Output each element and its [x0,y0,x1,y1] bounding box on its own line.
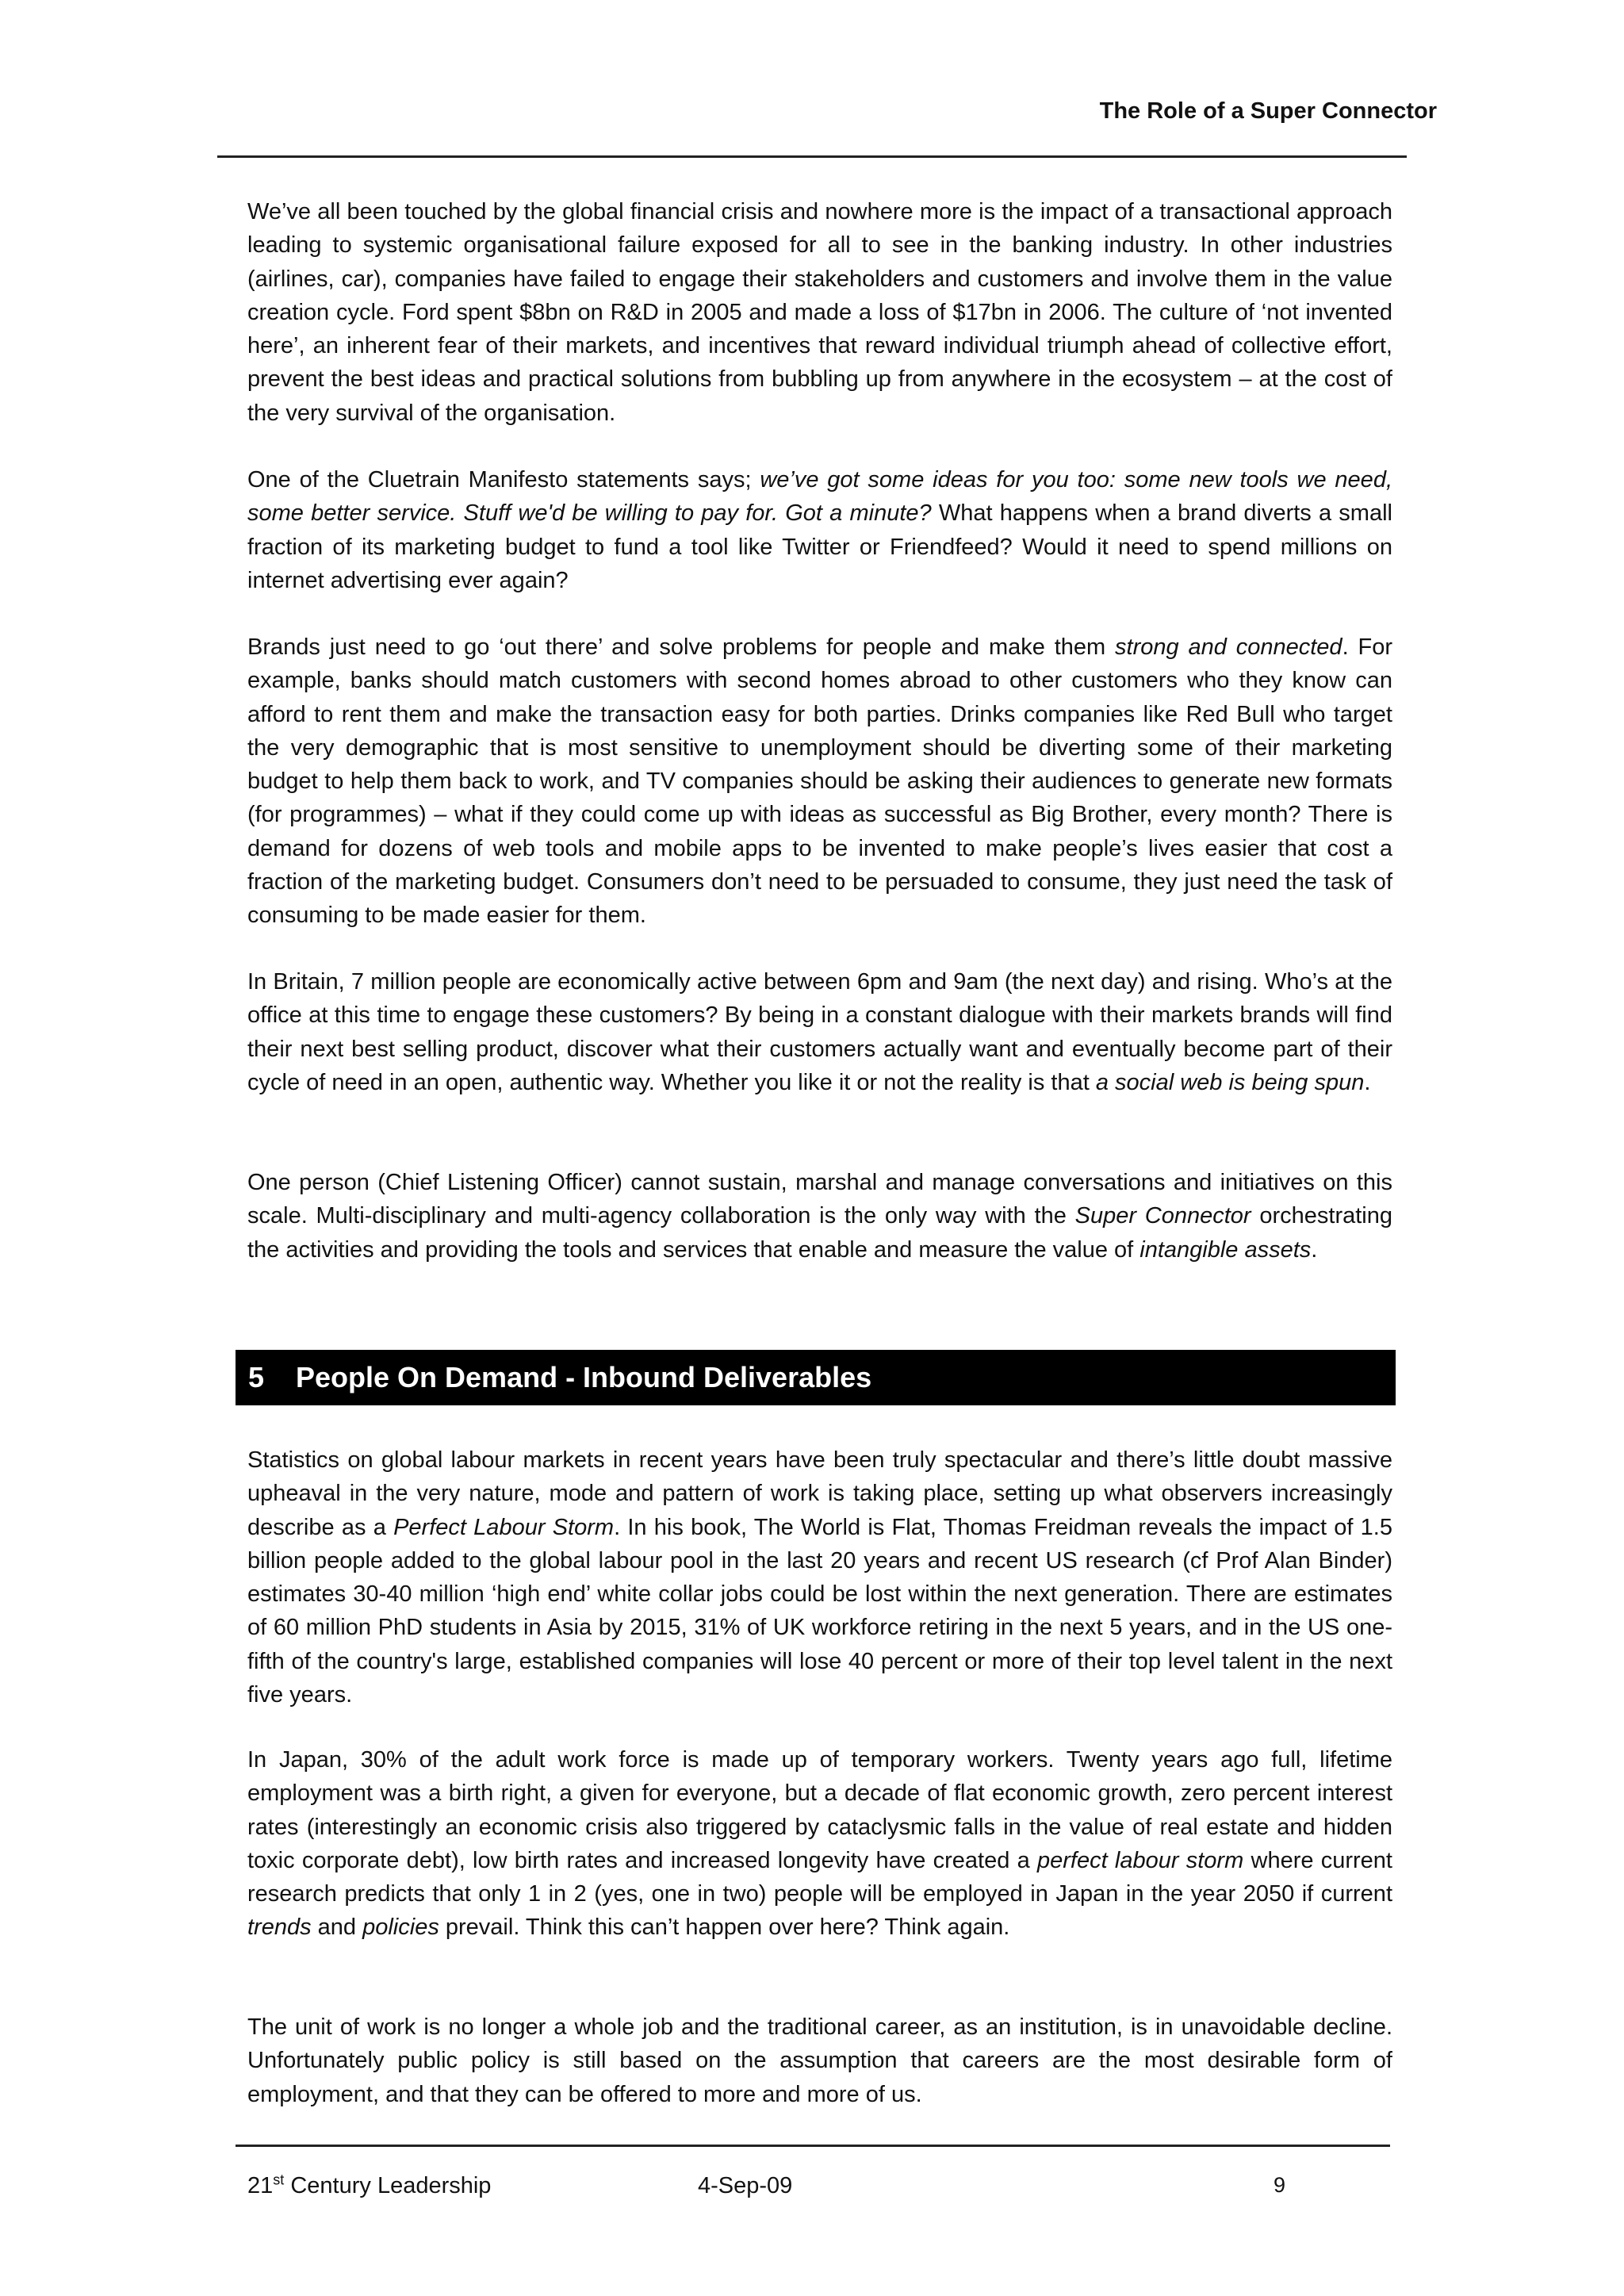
paragraph-text: The unit of work is no longer a whole job and the traditional career, as an institution, is in unavoidable decline. Unfortunately public policy is still based on the assumption that careers are the most desirable form of employment, and that they can be offered to more and more of us. [247,2014,1392,2107]
body-paragraph [247,1166,1392,1267]
body-paragraph [247,1743,1392,1945]
paragraph-text: In Britain, 7 million people are economically active between 6pm and 9am (the next day) and rising. Who’s at the office at this time to engage these customers? By being in a constant dialogue with their markets brands will find their next best selling product, discover what their customers actually want and eventually become part of their cycle of need in an open, authentic way. Whether you like it or not the reality is that [247,969,1392,1095]
body-paragraph [247,965,1392,1099]
footer-document-title [247,2173,491,2199]
emphasis-text: Perfect Labour Storm [393,1514,615,1540]
emphasis-text: strong and connected [1115,634,1342,660]
paragraph-text: . For example, banks should match customers with second homes abroad to other customers who they know can afford to rent them and make the transaction easy for both parties. Drinks companies like Red Bull who target the very demographic that is most sensitive to unemployment should be diverting some of their marketing budget to help them back to work, and TV companies should be asking their audiences to generate new formats (for programmes) – what if they could come up with ideas as successful as Big Brother, every month? There is demand for dozens of web tools and mobile apps to be invented to make people’s lives easier that cost a fraction of the marketing budget. Consumers don’t need to be persuaded to consume, they just need the task of consuming to be made easier for them. [247,634,1392,929]
paragraph-text: orchestrating the activities and providing the tools and services that enable and measure the value of [247,1203,1392,1263]
section-number: 5 [248,1361,265,1393]
emphasis-text: policies [362,1915,439,1941]
section-title: People On Demand - Inbound Deliverables [296,1361,872,1393]
body-paragraph [247,631,1392,933]
footer-rule [236,2145,1390,2147]
emphasis-text: a social web is being spun [1095,1069,1365,1095]
header-rule [217,155,1407,158]
paragraph-text: One person (Chief Listening Officer) cannot sustain, marshal and manage conversations and initiatives on this scale. Multi-disciplinary and multi-agency collaboration is the only way with the [247,1170,1392,1229]
paragraph-text: In Japan, 30% of the adult work force is made up of temporary workers. Twenty years ago full, lifetime employment was a birth right, a given for everyone, but a decade of flat economic growth, zero percent interest rates (interestingly an economic crisis also triggered by cataclysmic falls in the value of real estate and hidden toxic corporate debt), low birth rates and increased longevity have created a [247,1747,1392,1873]
footer-title-superscript: st [273,2171,285,2188]
paragraph-text: Brands just need to go ‘out there’ and solve problems for people and make them [247,634,1116,660]
footer-title-suffix: Century Leadership [284,2173,492,2198]
paragraph-text: prevail. Think this can’t happen over here? Think again. [439,1915,1010,1941]
emphasis-text: we’ve got some ideas for you too: some new tools we need, some better service. Stuff we'd be willing to pay for. Got a minute? [247,467,1392,527]
emphasis-text: Super Connector [1074,1203,1251,1229]
paragraph-text: . [1364,1069,1371,1095]
paragraph-text: What happens when a brand diverts a small fraction of its marketing budget to fund a tool like Twitter or Friendfeed? Would it need to spend millions on internet advertising ever again? [247,500,1392,593]
section-heading-bar [236,1350,1396,1405]
paragraph-text: We’ve all been touched by the global financial crisis and nowhere more is the impact of a transactional approach leading to systemic organisational failure exposed for all to see in the banking industry. In other industries (airlines, car), companies have failed to engage their stakeholders and customers and involve them in the value creation cycle. Ford spent $8bn on R&D in 2005 and made a loss of $17bn in 2006. The culture of ‘not invented here’, an inherent fear of their markets, and incentives that reward individual triumph ahead of collective effort, prevent the best ideas and practical solutions from bubbling up from anywhere in the ecosystem – at the cost of the very survival of the organisation. [247,199,1392,426]
paragraph-text: One of the Cluetrain Manifesto statements says; [247,467,760,493]
footer-date: 4-Sep-09 [698,2173,793,2198]
body-paragraph [247,463,1392,597]
body-paragraph [247,1443,1392,1711]
emphasis-text: trends [247,1915,312,1941]
emphasis-text: perfect labour storm [1036,1847,1244,1873]
emphasis-text: intangible assets [1139,1236,1312,1263]
paragraph-text: . [1311,1236,1318,1263]
footer-title-number: 21 [247,2173,274,2198]
page-number: 9 [1274,2173,1286,2197]
paragraph-text: and [311,1915,363,1941]
paragraph-text: Statistics on global labour markets in recent years have been truly spectacular and there’s little doubt massive upheaval in the very nature, mode and pattern of work is taking place, setting up what observers increasingly describe as a [247,1447,1392,1540]
running-header-title: The Role of a Super Connector [1099,98,1437,124]
paragraph-text: where current research predicts that only 1 in 2 (yes, one in two) people will be employed in Japan in the year 2050 if current [247,1847,1392,1907]
body-paragraph [247,195,1392,430]
body-paragraph [247,2010,1392,2111]
paragraph-text: . In his book, The World is Flat, Thomas Freidman reveals the impact of 1.5 billion people added to the global labour pool in the last 20 years and recent US research (cf Prof Alan Binder) estimates 30-40 million ‘high end’ white collar jobs could be lost within the next generation. There are estimates of 60 million PhD students in Asia by 2015, 31% of UK workforce retiring in the next 5 years, and in the US one-fifth of the country's large, established companies will lose 40 percent or more of their top level talent in the next five years. [247,1514,1392,1708]
